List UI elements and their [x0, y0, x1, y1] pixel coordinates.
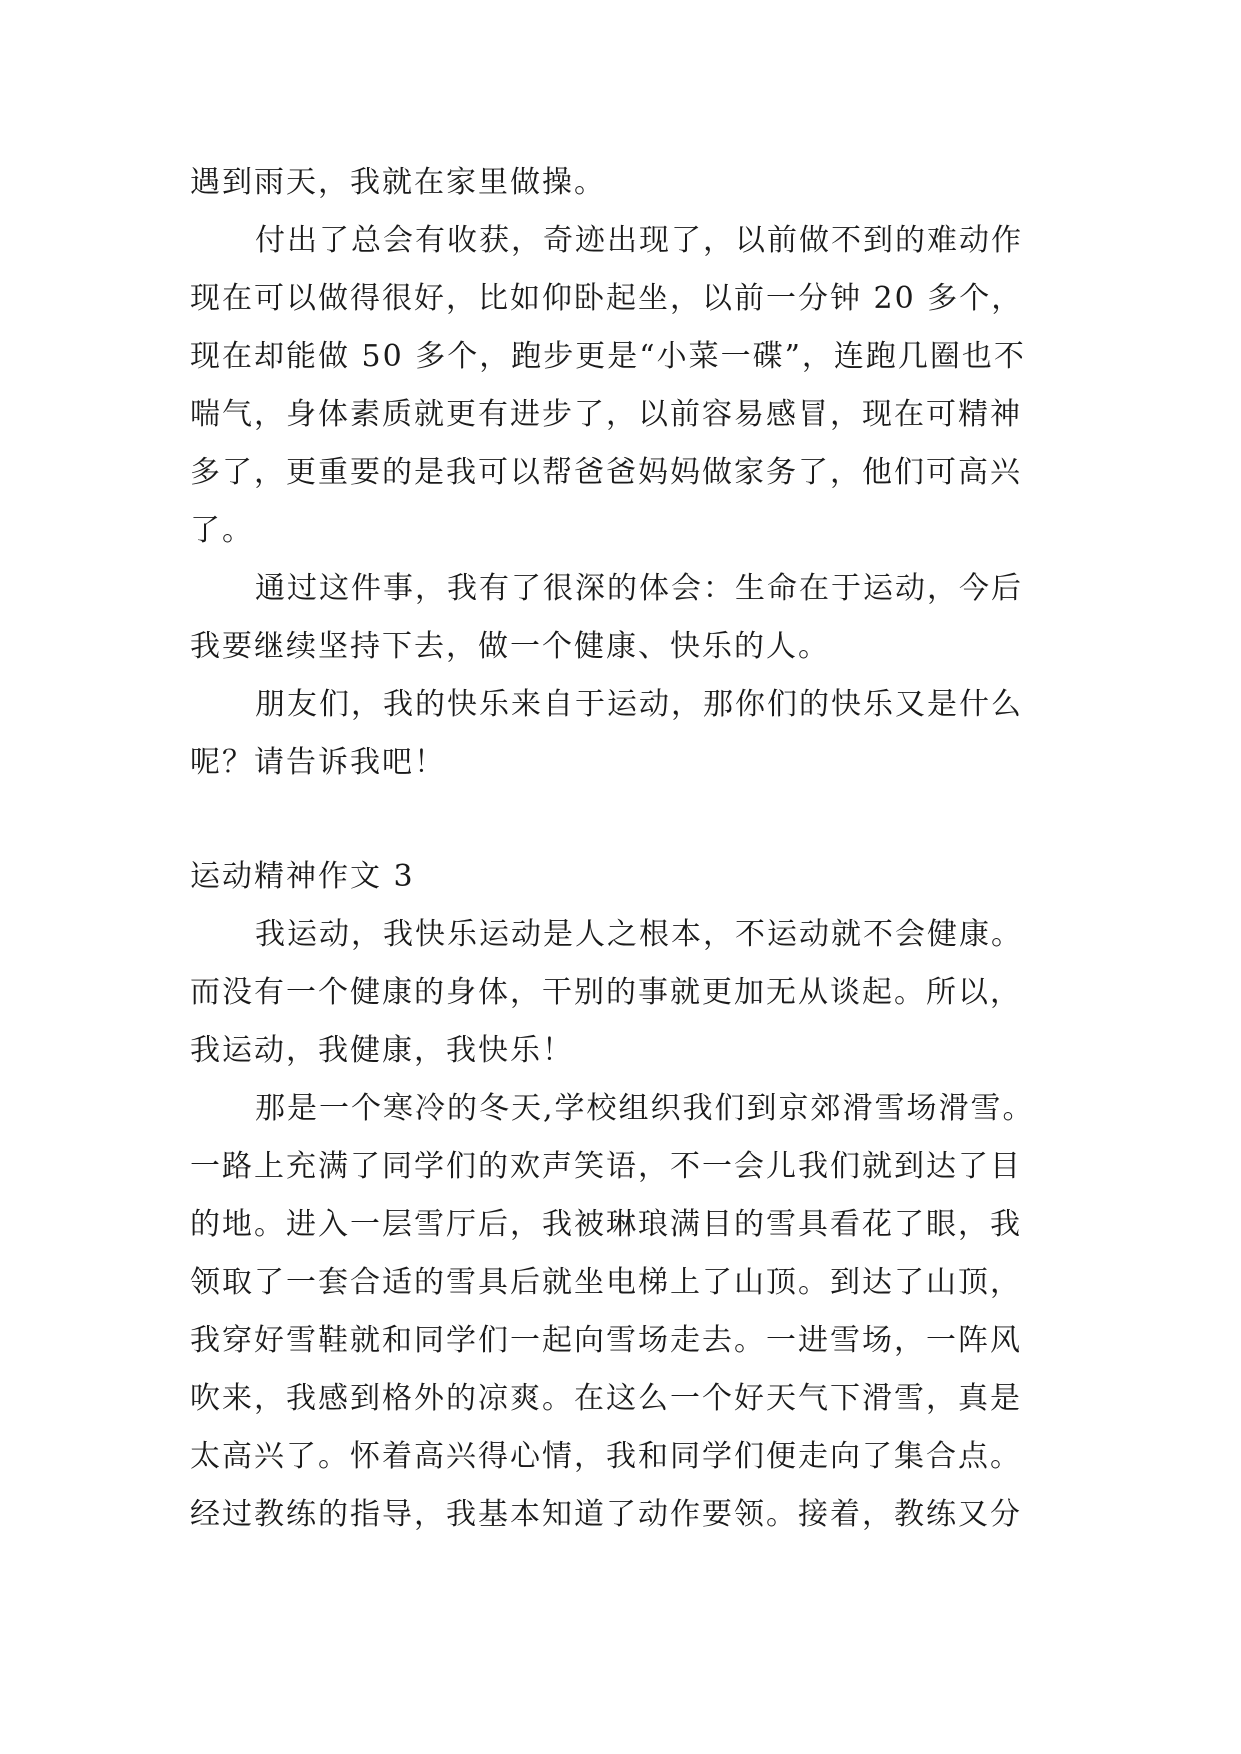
text-line: 遇到雨天，我就在家里做操。 — [190, 165, 606, 200]
text-line: 现在却能做 50 多个，跑步更是“小菜一碟”，连跑几圈也不 — [190, 339, 1026, 374]
paragraph-start: 我运动，我快乐运动是人之根本，不运动就不会健康。 — [255, 917, 1023, 952]
text-line: 多了，更重要的是我可以帮爸爸妈妈做家务了，他们可高兴 — [190, 455, 1022, 490]
text-line: 现在可以做得很好，比如仰卧起坐，以前一分钟 20 多个， — [190, 281, 1024, 316]
text-line: 我要继续坚持下去，做一个健康、快乐的人。 — [190, 629, 830, 664]
text-line: 我穿好雪鞋就和同学们一起向雪场走去。一进雪场，一阵风 — [190, 1323, 1022, 1358]
text-line: 而没有一个健康的身体，干别的事就更加无从谈起。所以， — [190, 975, 1022, 1010]
paragraph-start: 通过这件事，我有了很深的体会：生命在于运动，今后 — [255, 571, 1023, 606]
text-line: 的地。进入一层雪厅后，我被琳琅满目的雪具看花了眼，我 — [190, 1207, 1022, 1242]
paragraph-start: 朋友们，我的快乐来自于运动，那你们的快乐又是什么 — [255, 687, 1023, 722]
text-line: 吹来，我感到格外的凉爽。在这么一个好天气下滑雪，真是 — [190, 1381, 1022, 1416]
text-line: 太高兴了。怀着高兴得心情，我和同学们便走向了集合点。 — [190, 1439, 1022, 1474]
text-line: 了。 — [190, 513, 254, 548]
text-line: 呢？请告诉我吧！ — [190, 745, 446, 780]
paragraph-start: 那是一个寒冷的冬天,学校组织我们到京郊滑雪场滑雪。 — [255, 1091, 1035, 1126]
section-heading: 运动精神作文 3 — [190, 859, 415, 894]
text-line: 领取了一套合适的雪具后就坐电梯上了山顶。到达了山顶， — [190, 1265, 1022, 1300]
text-line: 喘气，身体素质就更有进步了，以前容易感冒，现在可精神 — [190, 397, 1022, 432]
paragraph-start: 付出了总会有收获，奇迹出现了，以前做不到的难动作 — [255, 223, 1023, 258]
text-line: 经过教练的指导，我基本知道了动作要领。接着，教练又分 — [190, 1497, 1022, 1532]
text-line: 我运动，我健康，我快乐！ — [190, 1033, 574, 1068]
text-line: 一路上充满了同学们的欢声笑语，不一会儿我们就到达了目 — [190, 1149, 1022, 1184]
